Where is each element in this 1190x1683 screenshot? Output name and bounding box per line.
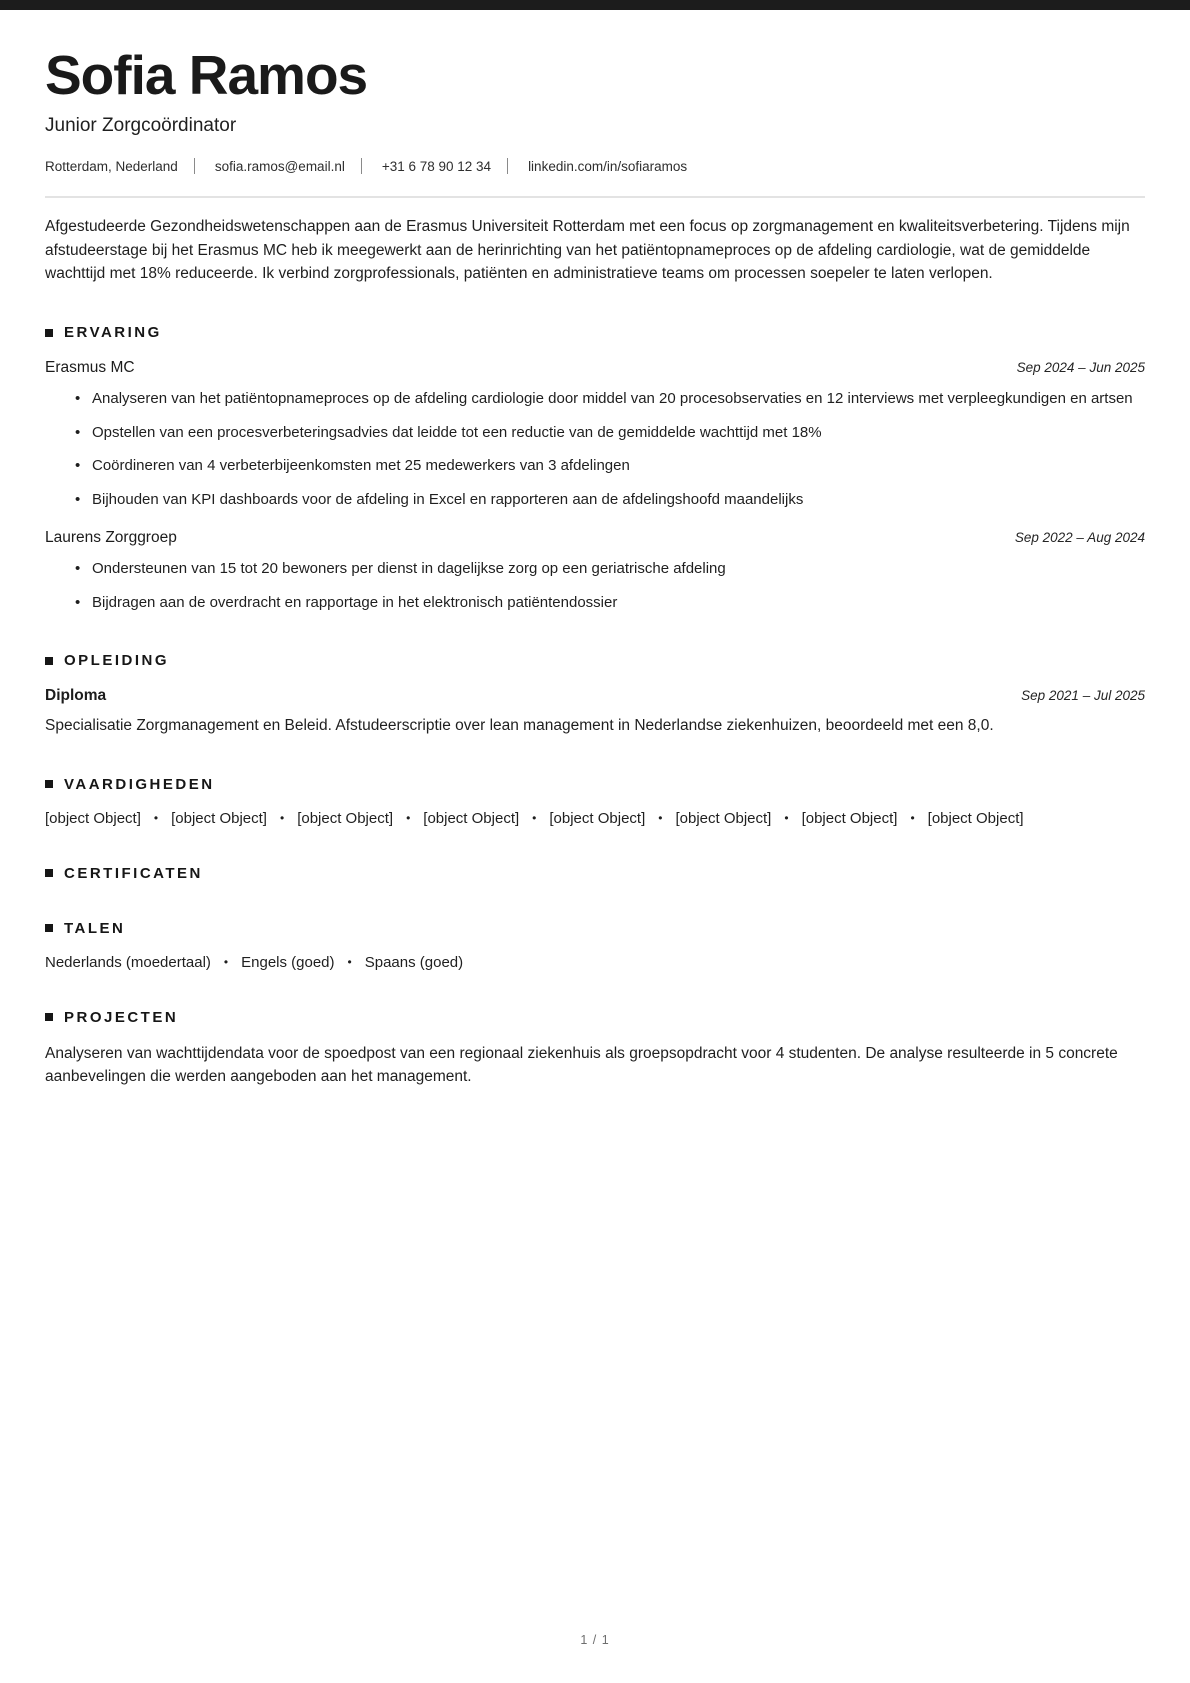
section-heading-label: TALEN (64, 919, 126, 937)
bullet-item: • Analyseren van het patiëntopnameproces op de afdeling cardiologie door middel van 20 procesobservaties en 12 interviews met verpleegkundigen en artsen (75, 388, 1145, 411)
summary-paragraph: Afgestudeerde Gezondheidswetenschappen aan de Erasmus Universiteit Rotterdam met een focus op zorgmanagement en kwaliteitsverbetering. Tijdens mijn afstudeerstage bij het Erasmus MC heb ik meegewerkt aan de herinrichting van het patiëntopnameproces op de afdeling cardiologie, wat de gemiddelde wachttijd met 18% reduceerde. Ik verbind zorgprofessionals, patiënten en administratieve teams om processen soepeler te laten verlopen. (45, 218, 1130, 283)
square-bullet-icon (45, 869, 53, 877)
contact-phone: +31 6 78 90 12 34 (382, 158, 528, 174)
resume-page (0, 46, 1190, 1089)
section-heading-projects (45, 1009, 1145, 1026)
square-bullet-icon (45, 657, 53, 665)
page-indicator: 1 / 1 (580, 1633, 610, 1647)
entry-dates: Sep 2022 – Aug 2024 (1014, 530, 1145, 546)
skill-item: • [object Object] (658, 810, 771, 827)
bullet-item: • Ondersteunen van 15 tot 20 bewoners per dienst in dagelijkse zorg op een geriatrische afdeling (75, 558, 1145, 581)
section-heading-label: PROJECTEN (64, 1008, 179, 1026)
entry-header (45, 359, 1145, 377)
section-skills (45, 776, 1145, 827)
entry-dates: Sep 2021 – Jul 2025 (1021, 688, 1145, 704)
entry-organization: Erasmus MC (45, 359, 135, 377)
square-bullet-icon (45, 329, 53, 337)
bullet-item: • Opstellen van een procesverbeteringsadvies dat leidde tot een reductie van de gemiddelde wachttijd met 18% (75, 422, 1145, 445)
top-accent-bar (0, 0, 1190, 10)
resume-header (45, 46, 1145, 198)
skill-item: • [object Object] (154, 810, 267, 827)
section-heading-label: OPLEIDING (64, 652, 170, 670)
bullet-item: • Bijdragen aan de overdracht en rapportage in het elektronisch patiëntendossier (75, 592, 1145, 615)
languages-list (45, 954, 1145, 971)
project-description: Analyseren van wachttijdendata voor de spoedpost van een regionaal ziekenhuis als groepsopdracht voor 4 studenten. De analyse resulteerde in 5 concrete aanbevelingen die werden aangeboden aan het management. (45, 1044, 1118, 1086)
section-languages (45, 920, 1145, 971)
skill-item: • [object Object] (406, 810, 519, 827)
education-entry (45, 687, 1145, 738)
square-bullet-icon (45, 924, 53, 932)
job-title: Junior Zorgcoördinator (45, 115, 237, 137)
contact-email: sofia.ramos@email.nl (215, 158, 382, 174)
section-certificates (45, 865, 1145, 882)
section-heading-experience (45, 324, 1145, 341)
header-divider (45, 196, 1145, 198)
section-heading-languages (45, 920, 1145, 937)
skill-item: • [object Object] (784, 810, 897, 827)
section-experience (45, 324, 1145, 614)
bullet-item: • Coördineren van 4 verbeterbijeenkomsten met 25 medewerkers van 3 afdelingen (75, 455, 1145, 478)
section-heading-label: CERTIFICATEN (64, 864, 203, 882)
entry-organization: Laurens Zorggroep (45, 529, 177, 547)
section-education (45, 652, 1145, 738)
experience-entry (45, 529, 1145, 614)
skill-item: • [object Object] (910, 810, 1023, 827)
contact-linkedin: linkedin.com/in/sofiaramos (528, 158, 688, 174)
entry-header (45, 529, 1145, 547)
section-heading-certificates (45, 865, 1145, 882)
entry-bullet-list (45, 558, 1145, 614)
experience-entry (45, 359, 1145, 511)
skill-item: [object Object] (45, 809, 141, 827)
section-heading-label: VAARDIGHEDEN (64, 775, 215, 793)
language-item: • Engels (goed) (224, 954, 335, 971)
entry-header (45, 687, 1145, 705)
bullet-item: • Bijhouden van KPI dashboards voor de afdeling in Excel en rapporteren aan de afdelingshoofd maandelijks (75, 489, 1145, 512)
section-heading-skills (45, 776, 1145, 793)
language-item: • Spaans (goed) (348, 954, 464, 971)
contact-row (45, 158, 1145, 174)
section-projects (45, 1009, 1145, 1089)
skill-item: • [object Object] (532, 810, 645, 827)
language-item: Nederlands (moedertaal) (45, 953, 211, 971)
skill-item: • [object Object] (280, 810, 393, 827)
square-bullet-icon (45, 780, 53, 788)
entry-bullet-list (45, 388, 1145, 511)
entry-dates: Sep 2024 – Jun 2025 (1016, 360, 1145, 376)
education-description: Specialisatie Zorgmanagement en Beleid. Afstudeerscriptie over lean management in Nederlandse ziekenhuizen, beoordeeld met een 8,0. (45, 717, 994, 735)
education-degree: Diploma (45, 687, 107, 705)
square-bullet-icon (45, 1013, 53, 1021)
skills-list (45, 810, 1145, 827)
contact-location: Rotterdam, Nederland (45, 158, 215, 174)
person-name: Sofia Ramos (45, 44, 368, 106)
section-heading-education (45, 652, 1145, 669)
section-heading-label: ERVARING (64, 324, 162, 342)
